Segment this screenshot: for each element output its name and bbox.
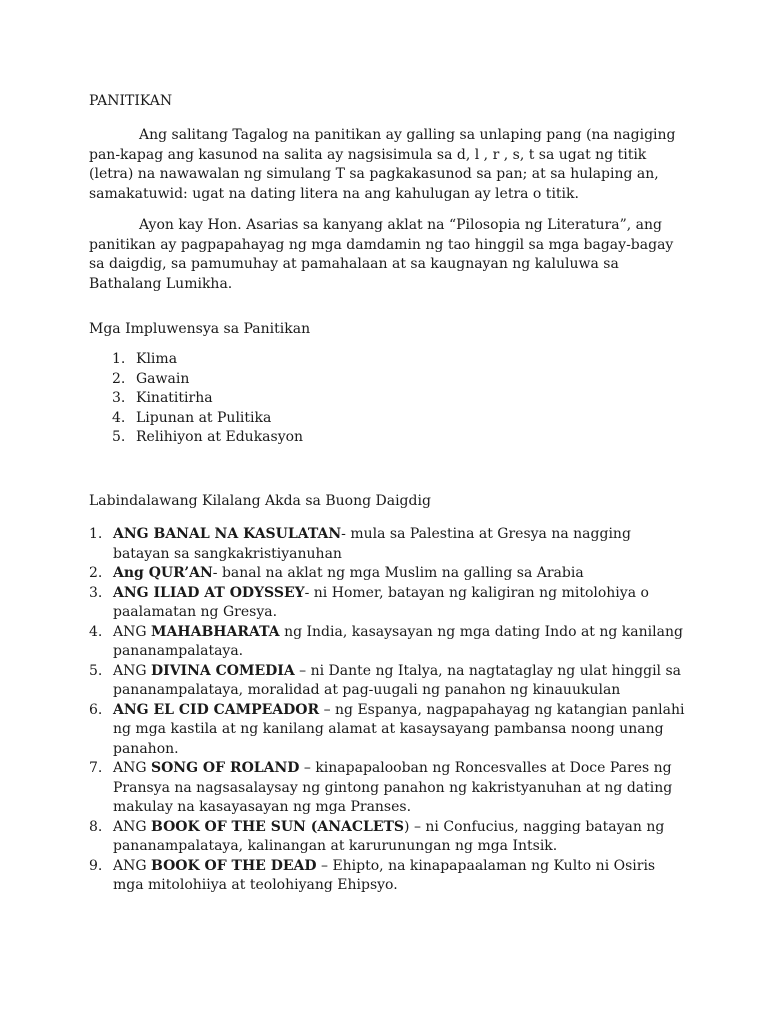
works-list bbox=[89, 525, 689, 896]
list-item: 2. Gawain bbox=[112, 370, 190, 387]
paragraph-definition: Ang salitang Tagalog na panitikan ay galling sa unlaping pang (na nagiging pan-kapag ang kasunod na salita ay nagsisimula sa d, l , r , s, t sa ugat ng titik (letra) na nawawalan ng simulang T sa pagkakasunod sa pan; at sa hulaping an, samakatuwid: ugat na dating litera na ang kahulugan ay letra o titik. bbox=[89, 127, 676, 202]
list-item: 6. ANG EL CID CAMPEADOR – ng Espanya, nagpapahayag ng katangian panlahi ng mga kastila at ng kanilang alamat at kasaysayang pambansa noong unang panahon. bbox=[89, 701, 685, 757]
list-item: 1. ANG BANAL NA KASULATAN- mula sa Palestina at Gresya na nagging batayan sa sangkakristiyanuhan bbox=[89, 526, 631, 562]
list-item: 1. Klima bbox=[112, 351, 178, 367]
list-item: 3. Kinatitirha bbox=[112, 390, 213, 406]
section-heading-works: Labindalawang Kilalang Akda sa Buong Daigdig bbox=[89, 493, 431, 509]
document-title: PANITIKAN bbox=[89, 93, 173, 109]
list-item: 9. ANG BOOK OF THE DEAD – Ehipto, na kinapapaalaman ng Kulto ni Osiris mga mitolohiiya at teolohiyang Ehipsyo. bbox=[89, 857, 656, 893]
list-item: 4. Lipunan at Pulitika bbox=[112, 409, 272, 426]
paragraph-asarias: Ayon kay Hon. Asarias sa kanyang aklat na “Pilosopia ng Literatura”, ang panitikan ay pagpapahayag ng mga damdamin ng tao hinggil sa mga bagay-bagay sa daigdig, sa pamumuhay at pamahalaan at sa kaugnayan ng kaluluwa sa Bathalang Lumikha. bbox=[89, 217, 674, 292]
list-item: 4. ANG MAHABHARATA ng India, kasaysayan ng mga dating Indo at ng kanilang pananampalataya. bbox=[89, 623, 683, 659]
list-item: 5. Relihiyon at Edukasyon bbox=[112, 429, 304, 445]
list-item: 7. ANG SONG OF ROLAND – kinapapalooban ng Roncesvalles at Doce Pares ng Pransya na nagsasalaysay ng gintong panahon ng kakristyanuhan at ng dating makulay na kasayasayan ng mga Pranses. bbox=[89, 760, 673, 815]
list-item: 2. Ang QUR’AN- banal na aklat ng mga Muslim na galling sa Arabia bbox=[89, 565, 584, 581]
influences-list bbox=[112, 350, 512, 448]
list-item: 5. ANG DIVINA COMEDIA – ni Dante ng Italya, na nagtataglay ng ulat hinggil sa pananampalataya, moralidad at pag-uugali ng panahon ng kinauukulan bbox=[89, 662, 682, 698]
list-item: 3. ANG ILIAD AT ODYSSEY- ni Homer, batayan ng kaligiran ng mitolohiya o paalamatan ng Gresya. bbox=[89, 584, 649, 620]
list-item: 8. ANG BOOK OF THE SUN (ANACLETS) – ni Confucius, nagging batayan ng pananampalataya, kalinangan at karurunungan ng mga Intsik. bbox=[89, 818, 665, 854]
section-heading-influences: Mga Impluwensya sa Panitikan bbox=[89, 321, 311, 337]
